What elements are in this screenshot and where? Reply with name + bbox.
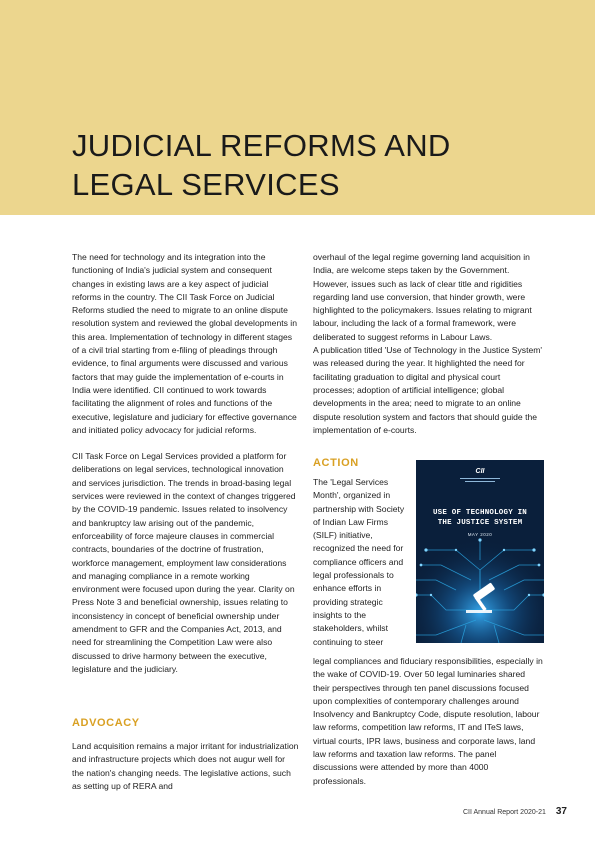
cover-title-line-1: USE OF TECHNOLOGY IN	[432, 509, 527, 517]
page-title	[72, 126, 451, 204]
right-column	[313, 251, 543, 437]
paragraph-advocacy: Land acquisition remains a major irritant for industrialization and infrastructure projects which does not augur well for the nation's changing needs. The legislative actions, such as setting up of RERA and	[72, 741, 299, 791]
title-line-2: LEGAL SERVICES	[72, 167, 340, 202]
publication-cover-image	[416, 460, 544, 643]
left-column	[72, 251, 299, 676]
paragraph-judicial-reforms: The need for technology and its integration into the functioning of India's judicial system and consequent changes in existing laws are a key aspect of judicial reforms in the country. The CII Task Force on Judicial Reforms studied the need to migrate to an online dispute resolution system and reviewed the global developments in this area. Implementation of technology in different stages of a civil trial starting from e-filing of pleadings through evidence, to final arguments were discussed and various factors that may guide the implementation of e-courts in India were identified. CII continued to work towards facilitating the alignment of roles and functions of the executive, legislature and judiciary for effective governance and initiated policy advocacy for judicial reforms.	[72, 252, 297, 435]
page-footer	[463, 806, 567, 817]
cover-date: MAY 2020	[467, 532, 493, 537]
cover-logo-subtext	[416, 478, 544, 482]
cover-title-line-2: THE JUSTICE SYSTEM	[437, 519, 523, 527]
cover-title	[416, 508, 544, 528]
paragraph-legal-services: CII Task Force on Legal Services provided a platform for deliberations on legal services, technological innovation and services jurisdiction. The trends in broad-basing legal services were reviewed in the context of changes triggered by the COVID-19 pandemic. Issues related to insolvency and bankruptcy law arising out of the pandemic, enforceability of force majeure clauses in commercial contracts, boundaries of the doctrine of frustration, workforce management, employment law considerations and managing compliance in a remote working environment were focused upon during the year. Clarity on Press Note 3 and beneficial ownership, issues relating to inconsistency in concept of beneficial ownership under amendment to GFR and the Companies Act, 2013, and need for streamlining the Competition Law were also discussed to drive harmony between the executive, legislature and the judiciary.	[72, 451, 296, 674]
cover-artwork	[416, 460, 544, 643]
cover-logo: CII	[475, 468, 485, 475]
action-heading: ACTION	[313, 457, 359, 469]
action-continued-text: legal compliances and fiduciary responsibilities, especially in the wake of COVID-19. Over 50 legal luminaries shared their perspectives through ten panel discussions focused upon complexities of contemporary challenges around Insolvency and Bankruptcy Code, dispute resolution, labour law reforms, competition law reforms, IT and ITeS laws, virtual courts, IPR laws, business and corporate laws, land law reforms and taxation law reforms. The panel discussions were attended by more than 4000 professionals.	[313, 656, 543, 786]
page-number: 37	[555, 806, 567, 817]
paragraph-land-acquisition: overhaul of the legal regime governing land acquisition in India, are welcome steps taken by the Government. However, issues such as lack of clear title and rigidities regarding land use conversion, that hinder growth, were highlighted to the policymakers. Issues relating to migrant labour, including the lack of a formal framework, were deliberated to suggest reforms in Labour Laws.	[313, 252, 532, 342]
advocacy-text	[72, 740, 299, 793]
advocacy-heading: ADVOCACY	[72, 717, 140, 729]
action-wrap-text: The 'Legal Services Month', organized in partnership with Society of Indian Law Firms (SILF) initiative, recognized the need for compliance officers and legal professionals to enhance efforts in providing strategic insights to the stakeholders, whilst continuing to steer	[313, 477, 405, 647]
footer-report-name: CII Annual Report 2020-21	[462, 809, 546, 816]
title-line-1: JUDICIAL REFORMS AND	[72, 128, 451, 163]
paragraph-publication: A publication titled 'Use of Technology in the Justice System' was released during the year. It highlighted the need for facilitating graduation to digital and physical court processes; adoption of artificial intelligence; global developments in the area; need to migrate to an online dispute resolution system and factors that should guide the implementation of e-courts.	[313, 345, 543, 435]
